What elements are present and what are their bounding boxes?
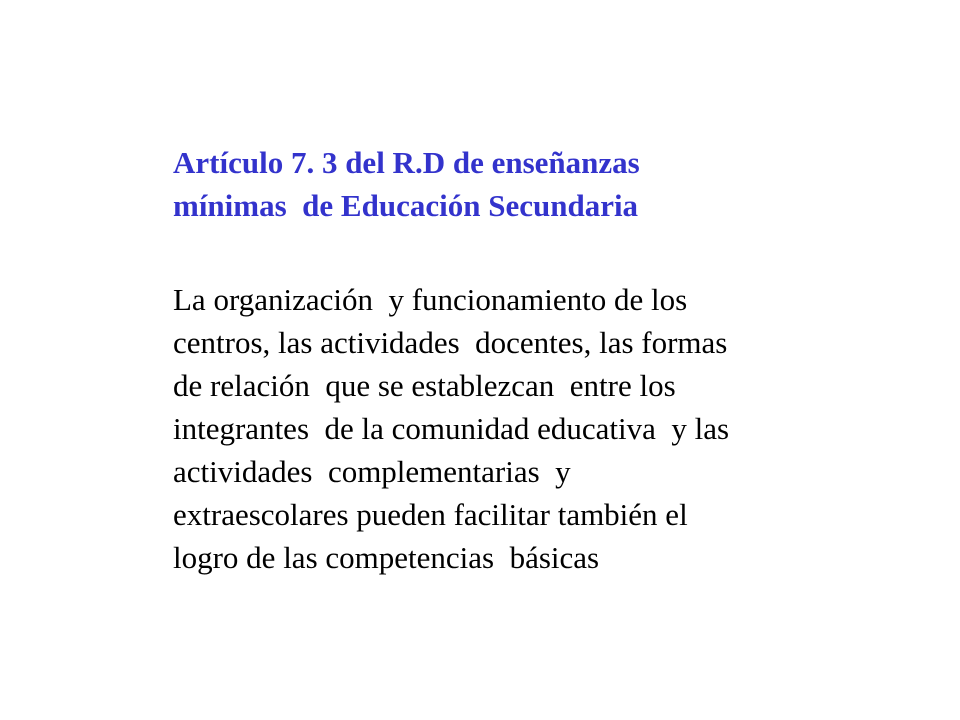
body-line-5: actividades complementarias y (173, 454, 571, 489)
body-line-1: La organización y funcionamiento de los (173, 282, 688, 317)
text-block (173, 141, 853, 579)
body-line-6: extraescolares pueden facilitar también el (173, 497, 688, 532)
body-line-4: integrantes de la comunidad educativa y las (173, 411, 730, 446)
body-line-2: centros, las actividades docentes, las formas (173, 325, 728, 360)
body-line-3: de relación que se establezcan entre los (173, 368, 676, 403)
heading-line-1: Artículo 7. 3 del R.D de enseñanzas (173, 145, 640, 180)
heading-line-2: mínimas de Educación Secundaria (173, 188, 639, 223)
body-line-7: logro de las competencias básicas (173, 540, 600, 575)
paragraph-spacer (173, 227, 853, 278)
